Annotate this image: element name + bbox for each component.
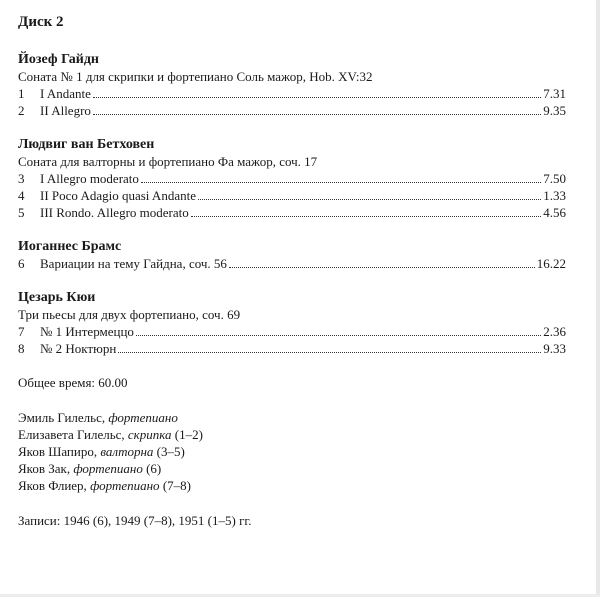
dot-leader — [198, 198, 541, 200]
track-duration: 9.33 — [543, 341, 566, 356]
performer-tracks: (6) — [142, 461, 162, 476]
dot-leader — [191, 215, 542, 217]
track-number: 6 — [18, 256, 25, 271]
total-time: Общее время: 60.00 — [18, 375, 128, 390]
performer-role: валторна — [100, 444, 154, 459]
track-row — [18, 187, 566, 204]
track-row — [18, 85, 566, 102]
section-haydn — [18, 51, 566, 119]
disc-title: Диск 2 — [18, 14, 64, 30]
track-row — [18, 204, 566, 221]
dot-leader — [136, 334, 541, 336]
tracklist — [18, 14, 566, 529]
performer-name: Эмиль Гилельс, — [18, 410, 109, 425]
composer-name: Йозеф Гайдн — [18, 52, 99, 67]
track-duration: 7.50 — [543, 171, 566, 186]
track-title: № 1 Интермеццо — [40, 324, 134, 339]
composer-name: Цезарь Кюи — [18, 290, 96, 305]
track-number: 3 — [18, 171, 25, 186]
performers-list — [18, 409, 566, 494]
section-brahms — [18, 238, 566, 272]
performer-name: Яков Флиер, — [18, 478, 91, 493]
dot-leader — [118, 351, 541, 353]
performer-line — [18, 443, 566, 460]
section-beethoven — [18, 136, 566, 221]
track-duration: 16.22 — [536, 256, 566, 271]
composer-name: Людвиг ван Бетховен — [18, 137, 155, 152]
performer-name: Елизавета Гилельс, — [18, 427, 128, 442]
dot-leader — [93, 113, 541, 115]
performer-tracks: (7–8) — [159, 478, 191, 493]
performer-line — [18, 409, 566, 426]
track-row — [18, 102, 566, 119]
track-number: 4 — [18, 188, 25, 203]
performer-tracks: (1–2) — [171, 427, 203, 442]
track-duration: 9.35 — [543, 103, 566, 118]
section-cui — [18, 289, 566, 357]
performer-role: фортепиано — [108, 410, 178, 425]
track-duration: 2.36 — [543, 324, 566, 339]
track-title: II Allegro — [40, 103, 91, 118]
performer-line — [18, 426, 566, 443]
page-edge-shadow — [596, 0, 600, 597]
recording-dates: Записи: 1946 (6), 1949 (7–8), 1951 (1–5) гг. — [18, 513, 252, 528]
track-title: I Andante — [40, 86, 91, 101]
work-title: Соната № 1 для скрипки и фортепиано Соль мажор, Hob. XV:32 — [18, 69, 373, 84]
track-number: 2 — [18, 103, 25, 118]
track-number: 1 — [18, 86, 25, 101]
track-number: 7 — [18, 324, 25, 339]
track-number: 8 — [18, 341, 25, 356]
track-duration: 4.56 — [543, 205, 566, 220]
composer-name: Иоганнес Брамс — [18, 239, 122, 254]
track-row — [18, 340, 566, 357]
track-title: II Poco Adagio quasi Andante — [40, 188, 196, 203]
performer-role: фортепиано — [90, 478, 160, 493]
track-duration: 1.33 — [543, 188, 566, 203]
track-title: III Rondo. Allegro moderato — [40, 205, 189, 220]
track-row — [18, 323, 566, 340]
performer-line — [18, 460, 566, 477]
dot-leader — [141, 181, 541, 183]
track-row — [18, 170, 566, 187]
track-row — [18, 255, 566, 272]
work-title: Соната для валторны и фортепиано Фа мажор, соч. 17 — [18, 154, 318, 169]
performer-name: Яков Шапиро, — [18, 444, 101, 459]
performer-tracks: (3–5) — [153, 444, 185, 459]
dot-leader — [93, 96, 541, 98]
track-duration: 7.31 — [543, 86, 566, 101]
performer-line — [18, 477, 566, 494]
track-title: Вариации на тему Гайдна, соч. 56 — [40, 256, 227, 271]
performer-role: скрипка — [127, 427, 172, 442]
dot-leader — [229, 266, 535, 268]
performer-role: фортепиано — [73, 461, 143, 476]
track-title: № 2 Ноктюрн — [40, 341, 117, 356]
track-number: 5 — [18, 205, 25, 220]
track-title: I Allegro moderato — [40, 171, 139, 186]
work-title: Три пьесы для двух фортепиано, соч. 69 — [18, 307, 241, 322]
performer-name: Яков Зак, — [18, 461, 74, 476]
